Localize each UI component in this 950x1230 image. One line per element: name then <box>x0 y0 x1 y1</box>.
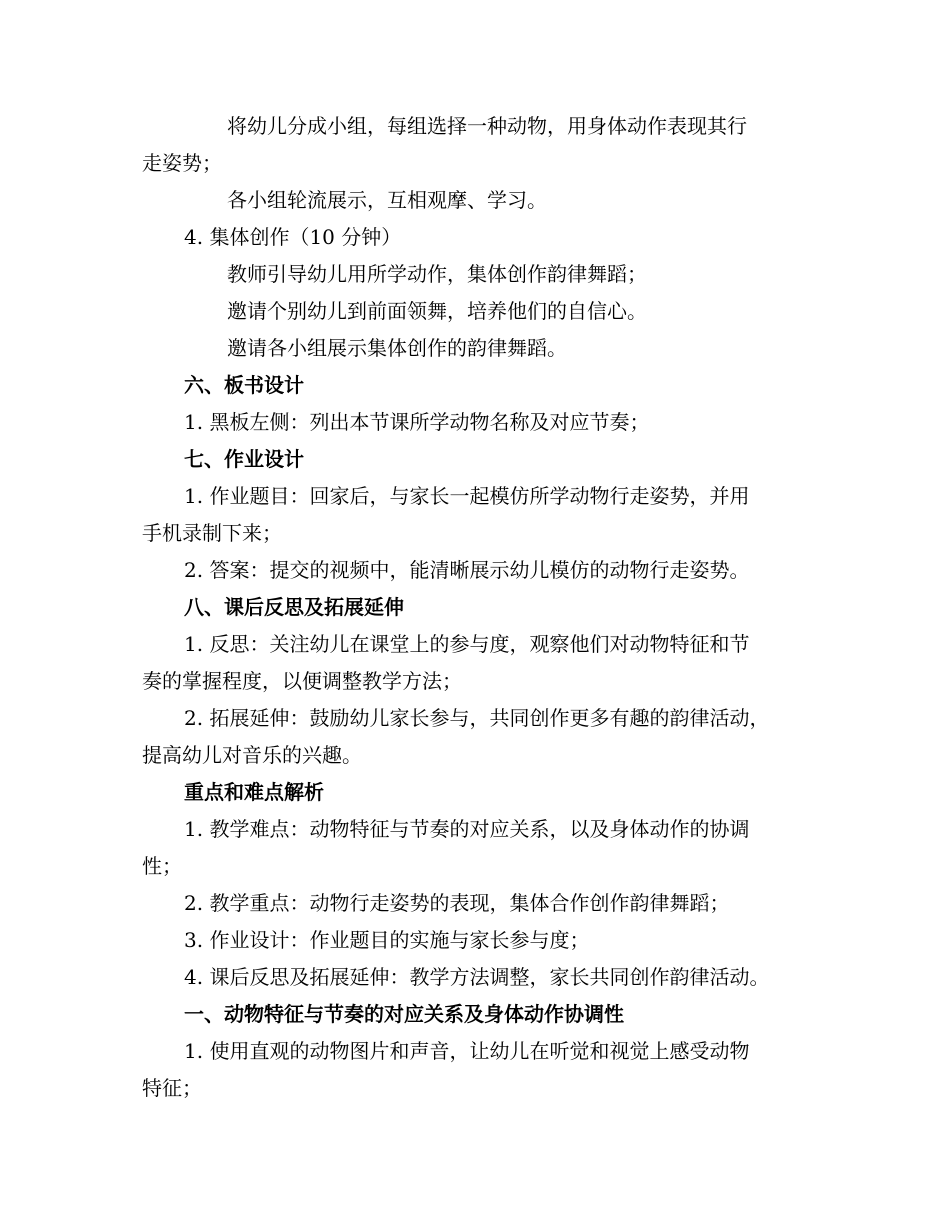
paragraph-line: 特征； <box>142 1076 202 1100</box>
paragraph-line: 奏的掌握程度，以便调整教学方法； <box>142 669 462 693</box>
paragraph-line: 邀请各小组展示集体创作的韵律舞蹈。 <box>227 336 567 360</box>
section-heading: 七、作业设计 <box>184 447 304 471</box>
list-item: 1. 作业题目：回家后，与家长一起模仿所学动物行走姿势，并用 <box>184 484 750 508</box>
paragraph-line: 各小组轮流展示，互相观摩、学习。 <box>227 188 547 212</box>
list-item: 2. 拓展延伸：鼓励幼儿家长参与，共同创作更多有趣的韵律活动， <box>184 706 770 730</box>
list-item: 3. 作业设计：作业题目的实施与家长参与度； <box>184 928 590 952</box>
paragraph-line: 走姿势； <box>142 151 222 175</box>
section-heading: 六、板书设计 <box>184 373 304 397</box>
paragraph-line: 性； <box>142 854 182 878</box>
section-heading: 一、动物特征与节奏的对应关系及身体动作协调性 <box>184 1002 624 1026</box>
list-item: 2. 教学重点：动物行走姿势的表现，集体合作创作韵律舞蹈； <box>184 891 730 915</box>
paragraph-line: 提高幼儿对音乐的兴趣。 <box>142 743 362 767</box>
list-item: 4. 集体创作（10 分钟） <box>184 225 402 249</box>
list-item: 1. 使用直观的动物图片和声音，让幼儿在听觉和视觉上感受动物 <box>184 1039 750 1063</box>
list-item: 1. 黑板左侧：列出本节课所学动物名称及对应节奏； <box>184 410 650 434</box>
paragraph-line: 邀请个别幼儿到前面领舞，培养他们的自信心。 <box>227 299 647 323</box>
paragraph-line: 教师引导幼儿用所学动作，集体创作韵律舞蹈； <box>227 262 647 286</box>
list-item: 1. 反思：关注幼儿在课堂上的参与度，观察他们对动物特征和节 <box>184 632 750 656</box>
paragraph-line: 手机录制下来； <box>142 521 282 545</box>
list-item: 2. 答案：提交的视频中，能清晰展示幼儿模仿的动物行走姿势。 <box>184 558 750 582</box>
list-item: 1. 教学难点：动物特征与节奏的对应关系，以及身体动作的协调 <box>184 817 750 841</box>
paragraph-line: 将幼儿分成小组，每组选择一种动物，用身体动作表现其行 <box>227 114 747 138</box>
section-heading: 八、课后反思及拓展延伸 <box>184 595 404 619</box>
list-item: 4. 课后反思及拓展延伸：教学方法调整，家长共同创作韵律活动。 <box>184 965 770 989</box>
section-heading: 重点和难点解析 <box>184 780 324 804</box>
